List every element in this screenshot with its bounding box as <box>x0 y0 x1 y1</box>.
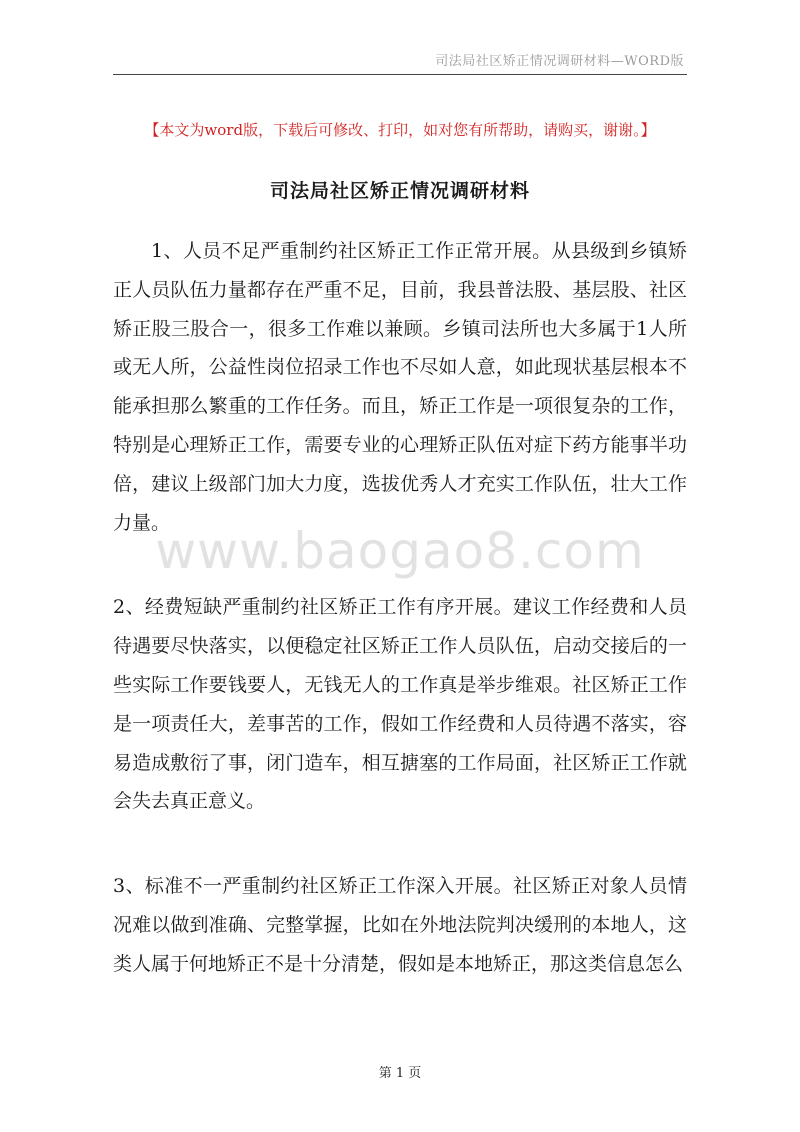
header-rule <box>113 74 687 75</box>
purchase-notice: 【本文为word版，下载后可修改、打印，如对您有所帮助，请购买，谢谢。】 <box>144 121 656 139</box>
document-body <box>113 232 687 1030</box>
page-number: 第 1 页 <box>378 1066 422 1081</box>
document-title: 司法局社区矫正情况调研材料 <box>269 180 530 202</box>
paragraph-3: 3、标准不一严重制约社区矫正工作深入开展。社区矫正对象人员情况难以做到准确、完整掌握，比如在外地法院判决缓刑的本地人，这类人属于何地矫正不是十分清楚，假如是本地矫正，那这类信息怎么 <box>113 875 687 975</box>
watermark: www.baogao8.com <box>155 522 645 580</box>
paragraph-2: 2、经费短缺严重制约社区矫正工作有序开展。建议工作经费和人员待遇要尽快落实，以便稳定社区矫正工作人员队伍，启动交接后的一些实际工作要钱要人，无钱无人的工作真是举步维艰。社区矫正工作是一项责任大，差事苦的工作，假如工作经费和人员待遇不落实，容易造成敷衍了事，闭门造车，相互搪塞的工作局面，社区矫正工作就会失去真正意义。 <box>113 596 687 813</box>
running-header: 司法局社区矫正情况调研材料—WORD版 <box>435 54 684 69</box>
paragraph-1: 1、人员不足严重制约社区矫正工作正常开展。从县级到乡镇矫正人员队伍力量都存在严重不足，目前，我县普法股、基层股、社区矫正股三股合一，很多工作难以兼顾。乡镇司法所也大多属于1人所或无人所，公益性岗位招录工作也不尽如人意，如此现状基层根本不能承担那么繁重的工作任务。而且，矫正工作是一项很复杂的工作，特别是心理矫正工作，需要专业的心理矫正队伍对症下药方能事半功倍，建议上级部门加大力度，选拔优秀人才充实工作队伍，壮大工作力量。 <box>113 240 687 534</box>
